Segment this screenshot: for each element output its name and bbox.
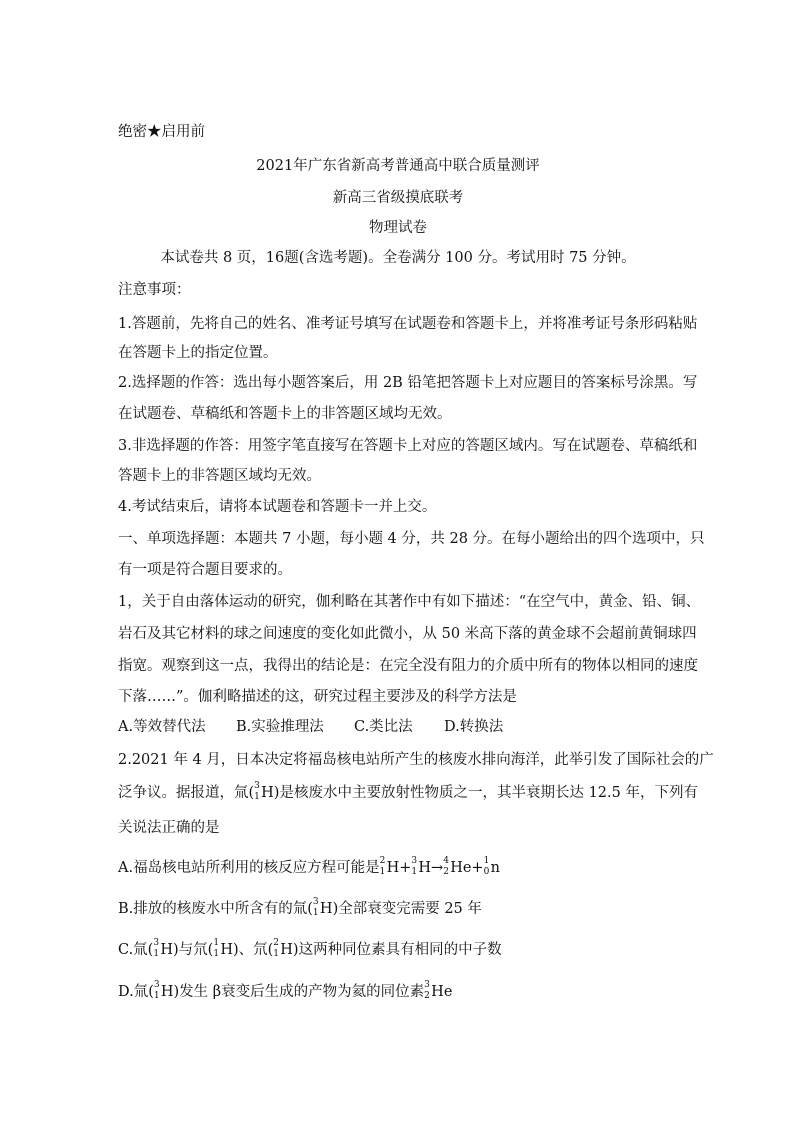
q1-line-3: 指宽。观察到这一点，我得出的结论是：在完全没有阻力的介质中所有的物体以相同的速度 [118, 658, 698, 674]
note-1-line-2: 在答题卡上的指定位置。 [118, 345, 278, 361]
section-1-line-2: 有一项是符合题目要求的。 [118, 562, 292, 578]
note-3-line-1: 3.非选择题的作答：用签字笔直接写在答题卡上对应的答题区域内。写在试题卷、草稿纸和 [118, 438, 698, 454]
note-4: 4.考试结束后，请将本试题卷和答题卡一并上交。 [118, 499, 437, 515]
notes-heading: 注意事项： [118, 282, 191, 298]
q1-line-2: 岩石及其它材料的球之间速度的变化如此微小，从 50 米高下落的黄金球不会超前黄铜球四 [118, 626, 697, 642]
q1-line-1: 1，关于自由落体运动的研究，伽利略在其著作中有如下描述：“在空气中，黄金、铅、铜、 [118, 594, 701, 610]
exam-info: 本试卷共 8 页，16题(含选考题)。全卷满分 100 分。考试用时 75 分钟。 [160, 250, 636, 266]
exam-subtitle: 新高三省级摸底联考 [332, 190, 464, 206]
q1-option-b: B.实验推理法 [236, 719, 324, 735]
note-2-line-2: 在试题卷、草稿纸和答题卡上的非答题区域均无效。 [118, 406, 452, 422]
q2-line-2: 泛争议。据报道，氚( 3 1 H)是核废水中主要放射性物质之一，其半衰期长达 12.5 年，下列有 [118, 781, 698, 802]
q2-option-a: A.福岛核电站所利用的核反应方程可能是 2 1 H+ 3 1 H→ 4 2 He+ 1 0 n [118, 856, 500, 877]
secret-mark: 绝密★启用前 [118, 124, 205, 140]
note-1-line-1: 1.答题前，先将自己的姓名、准考证号填写在试题卷和答题卡上，并将准考证号条形码粘贴 [118, 316, 698, 332]
exam-title: 2021年广东省新高考普通高中联合质量测评 [256, 158, 540, 174]
q2-option-b: B.排放的核废水中所含有的氚( 3 1 H)全部衰变完需要 25 年 [118, 897, 482, 918]
note-2-line-1: 2.选择题的作答：选出每小题答案后，用 2B 铅笔把答题卡上对应题目的答案标号涂黑。写 [118, 375, 698, 391]
exam-subject: 物理试卷 [369, 220, 427, 236]
section-1-line-1: 一、单项选择题：本题共 7 小题，每小题 4 分，共 28 分。在每小题给出的四个选项中，只 [118, 531, 705, 547]
q2-line-3: 关说法正确的是 [118, 820, 220, 836]
q1-option-c: C.类比法 [354, 719, 413, 735]
q2-option-d: D.氚( 3 1 H)发生 β衰变后生成的产物为氦的同位素 3 2 He [118, 980, 453, 1001]
q1-option-d: D.转换法 [444, 719, 504, 735]
q2-line-1: 2.2021 年 4 月，日本决定将福岛核电站所产生的核废水排向海洋，此举引发了国际社会的广 [118, 752, 714, 768]
q2-option-c: C.氚( 3 1 H)与氘( 1 1 H)、氘( 2 1 H)这两种同位素具有相同的中子数 [118, 938, 502, 959]
note-3-line-2: 答题卡上的非答题区域均无效。 [118, 468, 321, 484]
q1-options [118, 717, 678, 737]
q1-option-a: A.等效替代法 [118, 719, 206, 735]
q1-line-4: 下落……”。伽利略描述的这，研究过程主要涉及的科学方法是 [118, 689, 517, 705]
